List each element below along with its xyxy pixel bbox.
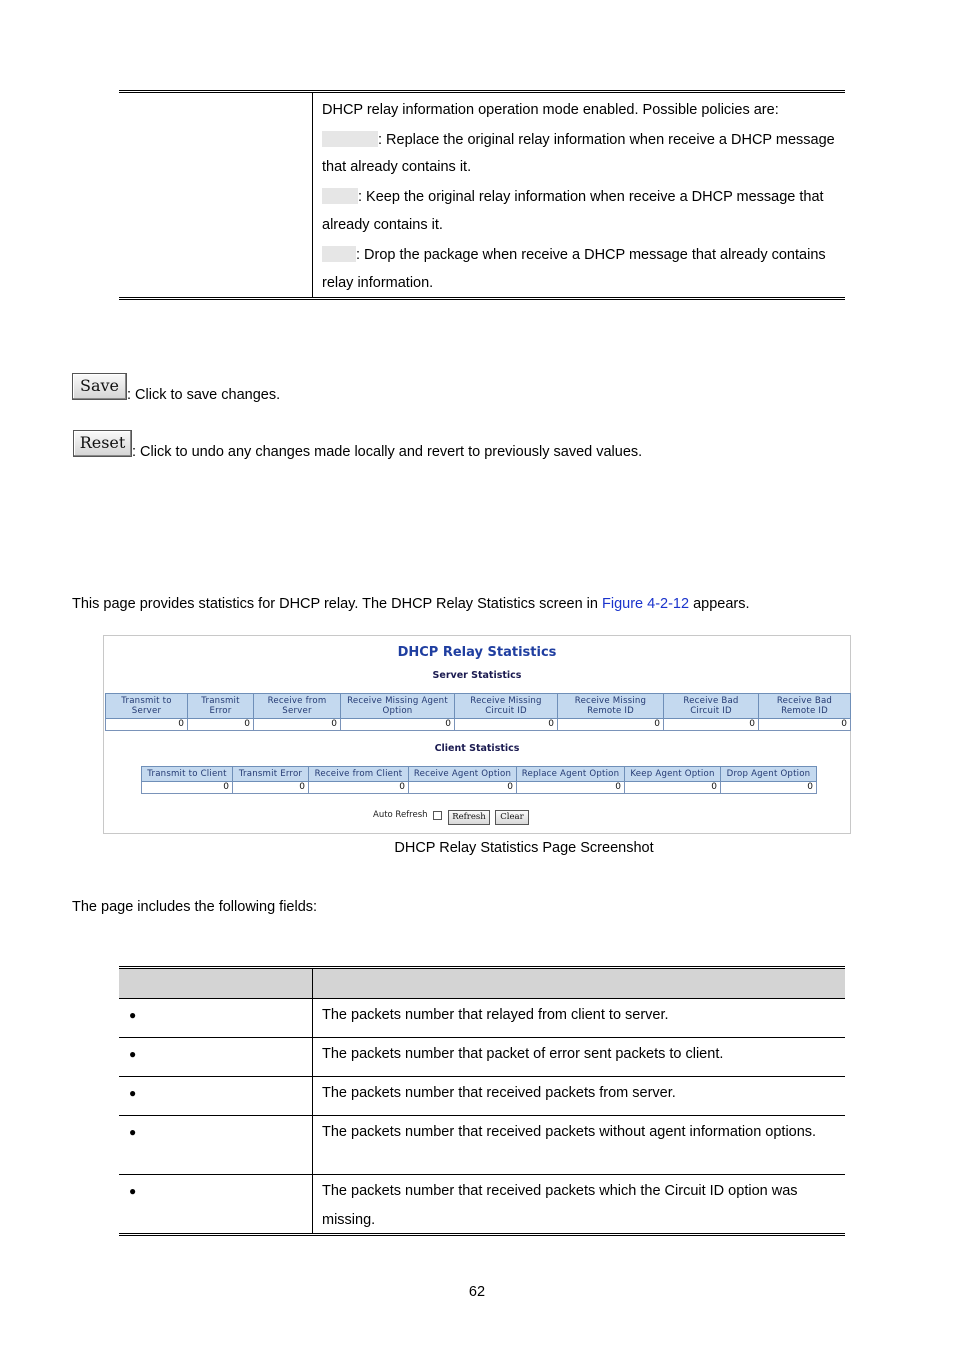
client-stat-header: Keep Agent Option [625, 767, 721, 782]
client-statistics-title: Client Statistics [434, 743, 520, 754]
intro-paragraph: This page provides statistics for DHCP relay. The DHCP Relay Statistics screen in Figure 4-2-12 appears. [72, 596, 750, 612]
client-stat-value: 0 [233, 782, 309, 794]
reset-description: : Click to undo any changes made locally and revert to previously saved values. [132, 444, 643, 460]
bullet-icon: ● [129, 1086, 137, 1100]
client-stat-header: Drop Agent Option [721, 767, 817, 782]
bullet-icon: ● [129, 1125, 137, 1139]
client-stat-header: Receive Agent Option [409, 767, 517, 782]
fields-intro: The page includes the following fields: [72, 899, 318, 915]
client-stat-value: 0 [721, 782, 817, 794]
server-stat-value: 0 [106, 719, 188, 731]
fields-table-header [119, 969, 845, 999]
server-stat-header: Receive Missing Circuit ID [455, 694, 558, 719]
server-stat-value: 0 [664, 719, 759, 731]
server-statistics-title: Server Statistics [432, 670, 522, 681]
client-stat-header: Transmit to Client [142, 767, 233, 782]
auto-refresh-checkbox[interactable] [433, 811, 442, 820]
figure-caption: DHCP Relay Statistics Page Screenshot [394, 840, 654, 856]
screenshot-title: DHCP Relay Statistics [397, 645, 557, 660]
policy-line: : Replace the original relay information when receive a DHCP message [322, 131, 835, 148]
field-description: The packets number that received packets without agent information options. [322, 1124, 817, 1140]
server-stat-value: 0 [558, 719, 664, 731]
server-stat-value: 0 [254, 719, 341, 731]
bullet-icon: ● [129, 1047, 137, 1061]
policy-name-drop [322, 246, 356, 262]
policy-line: relay information. [322, 275, 434, 291]
dhcp-relay-statistics-screenshot [103, 635, 851, 834]
auto-refresh-label: Auto Refresh [373, 810, 428, 820]
save-description: : Click to save changes. [127, 387, 281, 403]
field-description: The packets number that packet of error sent packets to client. [322, 1046, 724, 1062]
bullet-icon: ● [129, 1008, 137, 1022]
refresh-button[interactable]: Refresh [448, 810, 490, 825]
client-stat-value: 0 [309, 782, 409, 794]
policy-line: that already contains it. [322, 159, 472, 175]
server-stat-header: Receive Bad Remote ID [759, 694, 851, 719]
bullet-icon: ● [129, 1184, 137, 1198]
save-button[interactable]: Save [72, 373, 127, 400]
clear-button[interactable]: Clear [495, 810, 529, 825]
field-description: The packets number that received packets from server. [322, 1085, 676, 1101]
policy-name-replace [322, 131, 378, 147]
client-stat-header: Replace Agent Option [517, 767, 625, 782]
server-stat-value: 0 [455, 719, 558, 731]
policy-line: : Drop the package when receive a DHCP message that already contains [322, 246, 826, 263]
policy-line: : Keep the original relay information when receive a DHCP message that [322, 188, 824, 205]
server-statistics-table [105, 693, 851, 731]
client-stat-value: 0 [409, 782, 517, 794]
client-statistics-table [141, 766, 817, 794]
server-stat-header: Transmit Error [188, 694, 254, 719]
page-number: 62 [468, 1284, 486, 1300]
server-stat-header: Receive Bad Circuit ID [664, 694, 759, 719]
client-stat-header: Receive from Client [309, 767, 409, 782]
server-stat-header: Receive Missing Agent Option [341, 694, 455, 719]
server-stat-value: 0 [341, 719, 455, 731]
field-description: The packets number that relayed from client to server. [322, 1007, 669, 1023]
server-stat-header: Receive from Server [254, 694, 341, 719]
figure-link[interactable]: Figure 4-2-12 [602, 596, 690, 612]
policy-table [119, 90, 845, 300]
field-description: missing. [322, 1212, 376, 1228]
client-stat-value: 0 [625, 782, 721, 794]
fields-table [119, 966, 845, 1236]
client-stat-value: 0 [517, 782, 625, 794]
field-description: The packets number that received packets which the Circuit ID option was [322, 1183, 798, 1199]
policy-name-keep [322, 188, 358, 204]
server-stat-value: 0 [759, 719, 851, 731]
client-stat-header: Transmit Error [233, 767, 309, 782]
client-stat-value: 0 [142, 782, 233, 794]
reset-button[interactable]: Reset [73, 430, 132, 457]
server-stat-header: Transmit to Server [106, 694, 188, 719]
server-stat-value: 0 [188, 719, 254, 731]
policy-line: DHCP relay information operation mode enabled. Possible policies are: [322, 102, 779, 118]
policy-line: already contains it. [322, 217, 443, 233]
server-stat-header: Receive Missing Remote ID [558, 694, 664, 719]
